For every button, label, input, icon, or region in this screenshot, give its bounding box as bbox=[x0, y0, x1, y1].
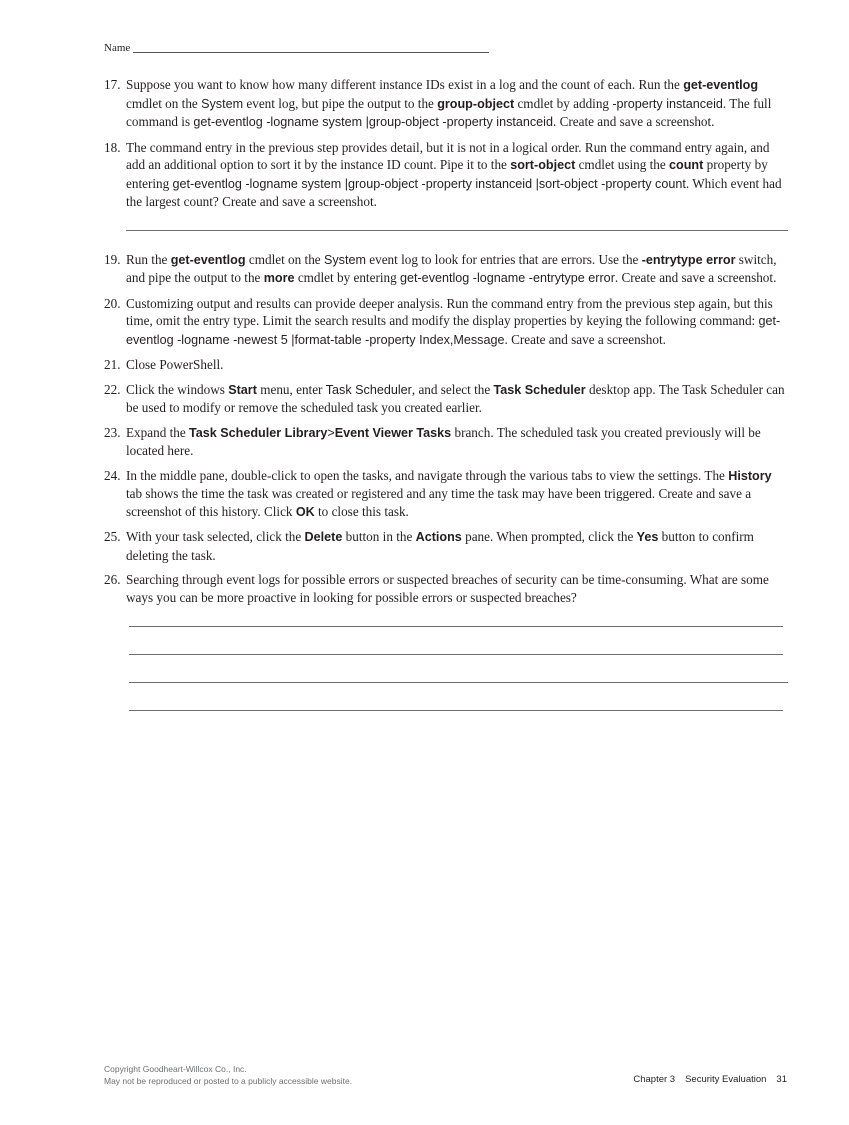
instruction-text: tab shows the time the task was created or registered and any time the task may have been triggered. Create and save a screenshot of this history. Click bbox=[126, 486, 752, 519]
command-text: > bbox=[327, 425, 335, 440]
instruction-text: event log, but pipe the output to the bbox=[243, 95, 438, 111]
exercise-step bbox=[104, 381, 790, 417]
reproduction-notice: May not be reproduced or posted to a publicly accessible website. bbox=[104, 1076, 353, 1086]
answer-line[interactable] bbox=[129, 654, 783, 655]
instruction-text: switch, and pipe the output to the bbox=[126, 251, 777, 285]
step-text bbox=[126, 529, 754, 563]
step-number: 19. bbox=[104, 251, 121, 267]
name-label: Name bbox=[104, 42, 131, 54]
exercise-step bbox=[104, 76, 790, 132]
command-text: more bbox=[263, 271, 295, 285]
step-number: 25. bbox=[104, 529, 121, 544]
instruction-text: branch. The scheduled task you created previously will be located here. bbox=[126, 424, 761, 458]
instruction-text: cmdlet on the bbox=[126, 95, 202, 111]
copyright-text: Copyright Goodheart-Willcox Co., Inc. bbox=[104, 1064, 247, 1074]
command-text: History bbox=[728, 468, 772, 483]
command-text: Actions bbox=[415, 530, 462, 544]
copyright-notice bbox=[104, 1063, 352, 1087]
instruction-text: Close PowerShell. bbox=[126, 357, 224, 372]
instruction-text: cmdlet by entering bbox=[294, 270, 400, 285]
instruction-text: . The full command is bbox=[126, 95, 772, 129]
section-title: Security Evaluation bbox=[685, 1074, 767, 1085]
instruction-text: Click the windows bbox=[126, 381, 229, 397]
command-text: Event Viewer Tasks bbox=[334, 425, 452, 440]
command-text: get-eventlog bbox=[683, 78, 759, 92]
command-text: -property instanceid bbox=[612, 96, 723, 111]
command-text: Yes bbox=[636, 530, 659, 544]
step-number: 22. bbox=[104, 381, 121, 397]
command-text: group-object bbox=[437, 96, 515, 111]
command-text: Start bbox=[228, 382, 257, 397]
answer-lines bbox=[129, 613, 783, 711]
step-number: 17. bbox=[104, 77, 121, 92]
page-footer bbox=[623, 1074, 787, 1085]
answer-line[interactable] bbox=[129, 710, 783, 711]
command-text: Task Scheduler Library bbox=[189, 425, 328, 440]
instruction-text: Expand the bbox=[126, 424, 189, 440]
step-text bbox=[126, 425, 761, 459]
command-text: sort-object bbox=[510, 158, 576, 172]
instruction-text: The command entry in the previous step provides detail, but it is not in a logical order. Run the command entry again, and add an additional option to sort it by the instance ID count. Pipe it to the bbox=[126, 139, 770, 172]
step-number: 21. bbox=[104, 357, 121, 372]
page-number: 31 bbox=[776, 1074, 787, 1085]
instruction-text: button in the bbox=[342, 529, 416, 544]
instruction-text: In the middle pane, double-click to open the tasks, and navigate through the various tabs to view the settings. The bbox=[126, 467, 729, 483]
command-text: get-eventlog -logname system |group-object -property instanceid bbox=[193, 115, 553, 129]
instruction-text: pane. When prompted, click the bbox=[461, 529, 637, 544]
step-text bbox=[126, 252, 777, 286]
name-field bbox=[104, 42, 489, 54]
instruction-text: Suppose you want to know how many different instance IDs exist in a log and the count of each. Run the bbox=[126, 77, 684, 92]
instruction-text: cmdlet on the bbox=[245, 251, 324, 267]
instruction-text: desktop app. The Task Scheduler can be used to modify or remove the scheduled task you created earlier. bbox=[126, 381, 785, 415]
command-text: System bbox=[201, 96, 244, 111]
step-number: 18. bbox=[104, 139, 121, 155]
instruction-text: , and select the bbox=[411, 381, 494, 397]
step-text bbox=[126, 140, 782, 210]
step-text bbox=[126, 382, 785, 416]
exercise-step bbox=[104, 251, 790, 288]
instruction-text: . Which event had the largest count? Create and save a screenshot. bbox=[126, 175, 782, 209]
step-text bbox=[126, 77, 771, 129]
exercise-list bbox=[104, 76, 790, 738]
command-text: get-eventlog -logname -newest 5 |format-table -property Index,Message bbox=[126, 314, 781, 347]
command-text: get-eventlog -logname system |group-object -property instanceid |sort-object -property count bbox=[172, 176, 686, 191]
instruction-text: button to confirm deleting the task. bbox=[126, 529, 754, 563]
exercise-step bbox=[104, 571, 790, 606]
step-number: 23. bbox=[104, 424, 121, 440]
command-text: Delete bbox=[304, 530, 343, 544]
step-text bbox=[126, 468, 772, 519]
command-text: System bbox=[323, 252, 366, 267]
instruction-text: . Create and save a screenshot. bbox=[504, 331, 666, 347]
command-text: count bbox=[669, 158, 704, 172]
instruction-text: Run the bbox=[126, 251, 171, 267]
step-text bbox=[126, 296, 780, 347]
command-text: OK bbox=[295, 504, 315, 519]
command-text: get-eventlog bbox=[170, 252, 246, 267]
instruction-text: property by entering bbox=[126, 157, 768, 191]
instruction-text: event log to look for entries that are errors. Use the bbox=[365, 251, 642, 267]
step-number: 24. bbox=[104, 467, 121, 483]
instruction-text: Searching through event logs for possible errors or suspected breaches of security can be time-consuming. What are some ways you can be more proactive in looking for possible errors or suspected breaches? bbox=[126, 572, 769, 605]
instruction-text: menu, enter bbox=[256, 381, 326, 397]
step-text bbox=[126, 572, 769, 605]
instruction-text: cmdlet by adding bbox=[514, 95, 613, 111]
name-blank-line[interactable] bbox=[133, 42, 489, 53]
answer-line[interactable] bbox=[129, 626, 783, 627]
exercise-step bbox=[104, 528, 790, 564]
instruction-text: . Create and save a screenshot. bbox=[614, 270, 777, 285]
instruction-text: With your task selected, click the bbox=[126, 529, 305, 544]
instruction-text: Customizing output and results can provide deeper analysis. Run the command entry from the previous step again, but this time, omit the entry type. Limit the search results and modify the display properties by keying the following command: bbox=[126, 295, 773, 328]
step-number: 26. bbox=[104, 572, 121, 587]
exercise-step bbox=[104, 424, 790, 460]
answer-line[interactable] bbox=[126, 230, 788, 231]
instruction-text: . Create and save a screenshot. bbox=[553, 114, 715, 129]
exercise-step bbox=[104, 356, 790, 374]
step-text bbox=[126, 357, 223, 372]
command-text: Task Scheduler bbox=[493, 382, 586, 397]
instruction-text: cmdlet using the bbox=[575, 157, 670, 172]
step-number: 20. bbox=[104, 295, 121, 311]
exercise-step bbox=[104, 295, 790, 350]
command-text: Task Scheduler bbox=[325, 382, 412, 397]
exercise-step bbox=[104, 467, 790, 522]
command-text: get-eventlog -logname -entrytype error bbox=[399, 271, 615, 285]
answer-line[interactable] bbox=[129, 682, 788, 683]
command-text: -entrytype error bbox=[641, 252, 736, 267]
chapter-label: Chapter 3 bbox=[633, 1074, 676, 1085]
instruction-text: to close this task. bbox=[314, 503, 409, 519]
exercise-step bbox=[104, 139, 790, 211]
